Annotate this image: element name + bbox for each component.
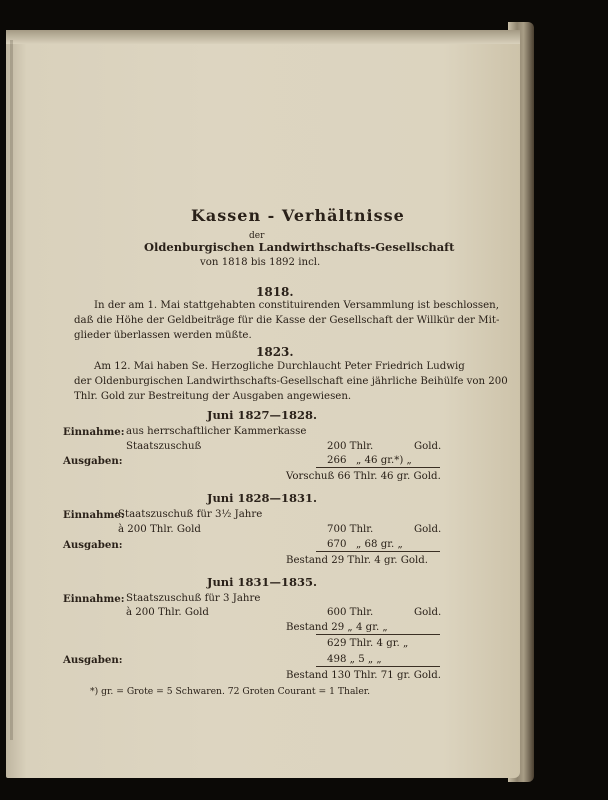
heading-1827-1828: Juni 1827—1828.	[207, 408, 318, 422]
footnote: *) gr. = Grote = 5 Schwaren. 72 Groten Courant = 1 Thaler.	[90, 686, 371, 697]
p2-einnahme-amount: 700 Thlr.	[327, 524, 374, 535]
p3-sum-row: 629 Thlr. 4 gr. „	[327, 638, 409, 649]
period-line: von 1818 bis 1892 incl.	[200, 257, 321, 268]
page-title: Kassen - Verhältnisse	[191, 206, 405, 225]
p3-bestand-final: Bestand 130 Thlr. 71 gr. Gold.	[286, 670, 441, 681]
p3-einnahme-unit: Gold.	[414, 607, 442, 618]
p1-ausgaben-rest: „ 46 gr.*) „	[356, 455, 412, 466]
society-name: Oldenburgischen Landwirthschafts-Gesellschaft	[144, 240, 455, 254]
p1-vorschuss: Vorschuß 66 Thlr. 46 gr. Gold.	[286, 471, 441, 482]
p2-ausgaben-amount: 670	[327, 539, 347, 550]
p2-bestand: Bestand 29 Thlr. 4 gr. Gold.	[286, 555, 429, 566]
heading-1818: 1818.	[256, 285, 294, 299]
p2-einnahme-label: Einnahme:	[63, 509, 125, 521]
p3-sum-rule2	[316, 666, 440, 667]
text-1823-line3: Thlr. Gold zur Bestreitung der Ausgaben angewiesen.	[74, 391, 352, 402]
p3-ausgaben-row: 498 „ 5 „ „	[327, 654, 382, 665]
p2-ausgaben-rest: „ 68 gr. „	[356, 539, 403, 550]
p2-einnahme-unit: Gold.	[414, 524, 442, 535]
heading-1823: 1823.	[256, 345, 294, 359]
heading-1828-1831: Juni 1828—1831.	[207, 491, 318, 505]
p2-sum-rule	[316, 551, 440, 552]
p3-einnahme-label: Einnahme:	[63, 593, 125, 605]
p3-sum-rule1	[316, 634, 440, 635]
page-gutter	[10, 40, 13, 740]
text-1818-line1: In der am 1. Mai stattgehabten constituirenden Versammlung ist beschlossen,	[94, 300, 499, 311]
p1-einnahme-unit: Gold.	[414, 441, 442, 452]
text-1818-line3: glieder überlassen werden müßte.	[74, 330, 252, 341]
p2-einnahme-text1: Staatszuschuß für 3½ Jahre	[118, 509, 263, 520]
p1-einnahme-text2: Staatszuschuß	[126, 441, 202, 452]
text-1823-line2: der Oldenburgischen Landwirthschafts-Gesellschaft eine jährliche Beihülfe von 200	[74, 376, 508, 387]
p2-ausgaben-label: Ausgaben:	[63, 539, 123, 551]
text-1823-line1: Am 12. Mai haben Se. Herzogliche Durchlaucht Peter Friedrich Ludwig	[94, 361, 465, 372]
p1-sum-rule	[316, 467, 440, 468]
p1-ausgaben-amount: 266	[327, 455, 347, 466]
p1-einnahme-label: Einnahme:	[63, 426, 125, 438]
p3-einnahme-text2: à 200 Thlr. Gold	[126, 607, 209, 618]
heading-1831-1835: Juni 1831—1835.	[207, 575, 318, 589]
p3-ausgaben-label: Ausgaben:	[63, 654, 123, 666]
title-der: der	[249, 231, 265, 241]
p3-einnahme-text1: Staatszuschuß für 3 Jahre	[126, 593, 261, 604]
p2-einnahme-text2: à 200 Thlr. Gold	[118, 524, 201, 535]
p1-ausgaben-label: Ausgaben:	[63, 455, 123, 467]
p3-einnahme-amount: 600 Thlr.	[327, 607, 374, 618]
p3-bestand-row: Bestand 29 „ 4 gr. „	[286, 622, 388, 633]
p1-einnahme-text1: aus herrschaftlicher Kammerkasse	[126, 426, 307, 437]
p1-einnahme-amount: 200 Thlr.	[327, 441, 374, 452]
text-1818-line2: daß die Höhe der Geldbeiträge für die Kasse der Gesellschaft der Willkür der Mit-	[74, 315, 500, 326]
